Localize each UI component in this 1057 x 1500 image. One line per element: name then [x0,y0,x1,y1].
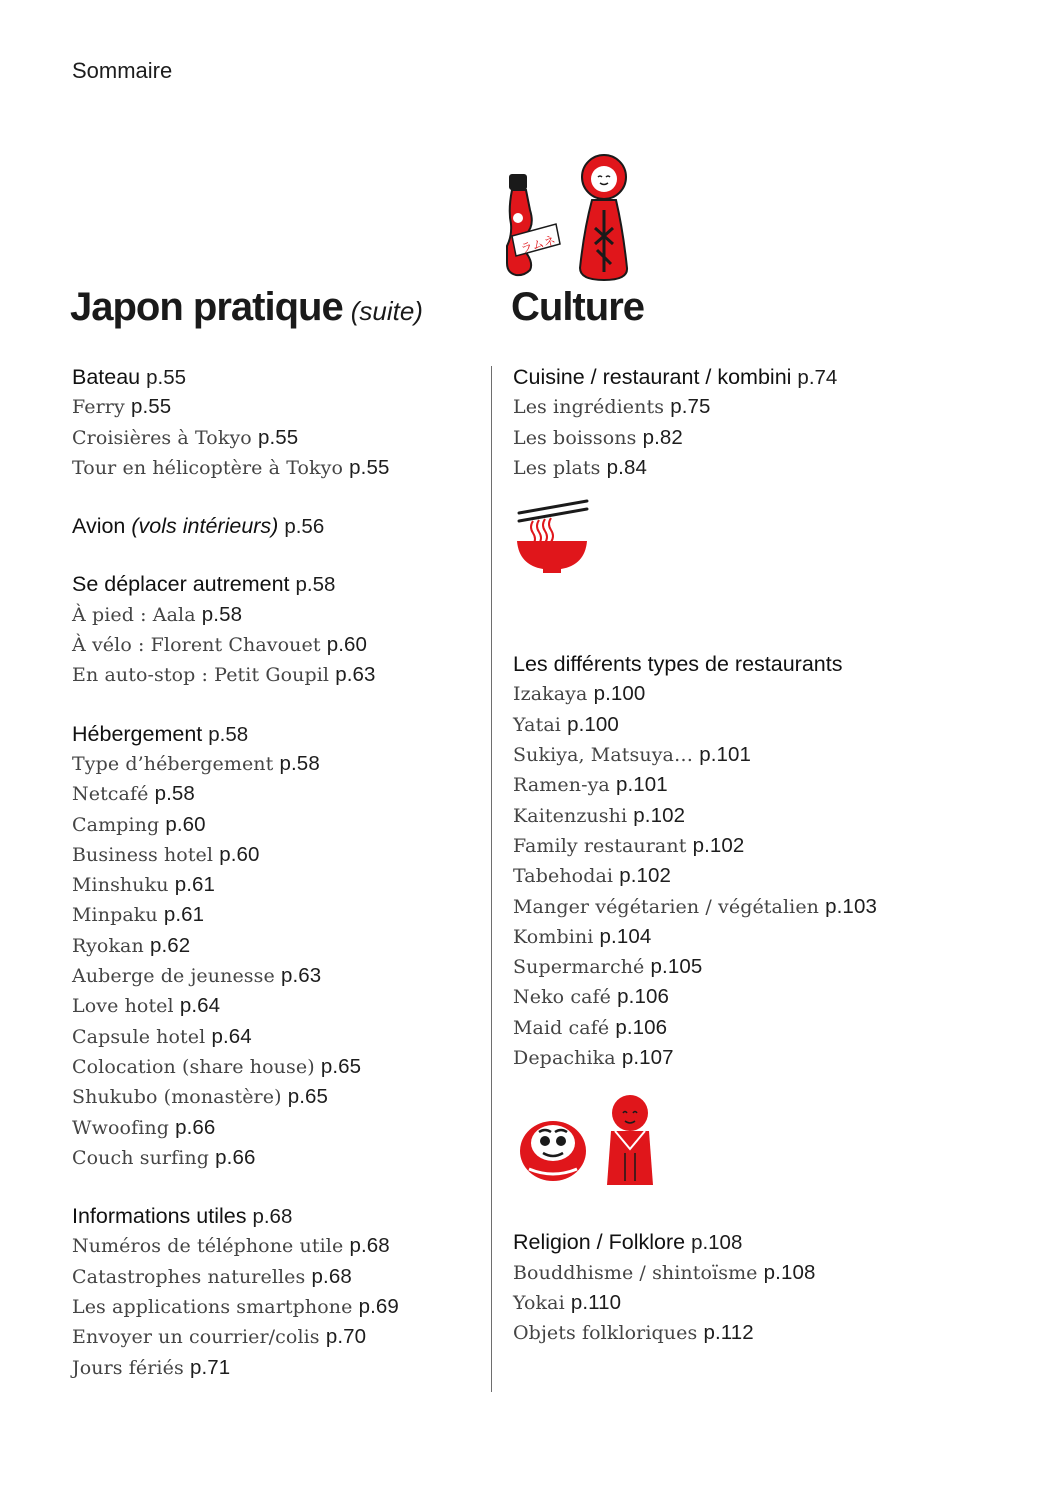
running-title: Sommaire [72,58,173,83]
toc-entry[interactable]: Ryokan p.62 [72,933,191,957]
toc-section-informations [72,1201,470,1383]
toc-heading[interactable]: Hébergement p.58 [72,721,249,746]
toc-entry[interactable]: Envoyer un courrier/colis p.70 [72,1325,367,1349]
toc-entry[interactable]: Type d’hébergement p.58 [72,751,320,775]
toc-heading[interactable]: Bateau p.55 [72,365,187,389]
ramen-illustration-slot [511,511,931,649]
toc-entry[interactable]: Capsule hotel p.64 [72,1024,252,1048]
toc-heading[interactable]: Les différents types de restaurants [513,652,843,677]
toc-entry[interactable]: Wwoofing p.66 [72,1115,216,1139]
toc-entry[interactable]: Family restaurant p.102 [513,833,745,857]
daruma-illustration-slot [511,1101,931,1227]
right-column [511,282,931,1377]
toc-entry[interactable]: Kaitenzushi p.102 [513,803,686,827]
toc-entry[interactable]: Les applications smartphone p.69 [72,1295,399,1319]
toc-section-bateau [72,362,470,483]
kokeshi-doll-icon [580,155,627,280]
toc-entry[interactable]: À pied : Aala p.58 [72,602,243,626]
toc-section-hebergement [72,719,470,1173]
daruma-doll-icon [520,1121,586,1181]
ramune-bottle-icon [507,174,560,275]
toc-entry[interactable]: À vélo : Florent Chavouet p.60 [72,633,368,657]
toc-entry[interactable]: Bouddhisme / shintoïsme p.108 [513,1260,816,1284]
toc-entry[interactable]: Depachika p.107 [513,1046,674,1070]
toc-entry[interactable]: Business hotel p.60 [72,842,260,866]
toc-entry[interactable]: Ferry p.55 [72,395,172,419]
toc-entry[interactable]: Shukubo (monastère) p.65 [72,1085,329,1109]
toc-entry[interactable]: Netcafé p.58 [72,782,195,806]
toc-entry[interactable]: Yatai p.100 [513,712,619,736]
column-divider [491,366,492,1392]
toc-entry[interactable]: Colocation (share house) p.65 [72,1054,362,1078]
toc-entry[interactable]: En auto-stop : Petit Goupil p.63 [72,663,376,687]
jizo-statue-icon [607,1095,653,1185]
toc-entry[interactable]: Sukiya, Matsuya… p.101 [513,743,752,767]
toc-entry[interactable]: Croisières à Tokyo p.55 [72,425,299,449]
toc-heading[interactable]: Informations utiles p.68 [72,1204,293,1229]
toc-entry[interactable]: Supermarché p.105 [513,955,703,979]
toc-heading[interactable]: Se déplacer autrement p.58 [72,572,336,597]
toc-entry[interactable]: Couch surfing p.66 [72,1145,256,1169]
toc-entry[interactable]: Auberge de jeunesse p.63 [72,964,322,988]
left-column [70,282,470,1411]
toc-section-restaurants [513,649,931,1073]
toc-entry[interactable]: Objets folkloriques p.112 [513,1321,754,1345]
toc-entry[interactable]: Love hotel p.64 [72,994,221,1018]
section-title: Japon pratique (suite) [70,285,423,329]
toc-entry[interactable]: Minpaku p.61 [72,903,205,927]
toc-entry[interactable]: Tabehodai p.102 [513,864,672,888]
toc-entry[interactable]: Izakaya p.100 [513,682,646,706]
toc-entry[interactable]: Kombini p.104 [513,924,652,948]
toc-entry[interactable]: Les plats p.84 [513,455,647,479]
ramen-bowl-icon [513,499,593,579]
toc-entry[interactable]: Jours fériés p.71 [72,1355,231,1379]
toc-entry[interactable]: Les ingrédients p.75 [513,395,711,419]
toc-entry[interactable]: Neko café p.106 [513,985,669,1009]
section-title: Culture [511,285,644,329]
toc-entry[interactable]: Minshuku p.61 [72,873,215,897]
daruma-jizo-icon [515,1091,675,1191]
toc-entry[interactable]: Yokai p.110 [513,1290,622,1314]
toc-heading[interactable]: Religion / Folklore p.108 [513,1230,743,1255]
toc-entry[interactable]: Numéros de téléphone utile p.68 [72,1234,390,1258]
toc-section-deplacer [72,569,470,690]
toc-entry[interactable]: Camping p.60 [72,812,206,836]
toc-heading[interactable]: Avion (vols intérieurs) p.56 [72,514,325,539]
ramune-kokeshi-illustration [500,148,650,283]
toc-section-cuisine [513,362,931,483]
toc-entry[interactable]: Manger végétarien / végétalien p.103 [513,894,877,918]
toc-entry[interactable]: Tour en hélicoptère à Tokyo p.55 [72,455,390,479]
toc-section-religion [513,1227,931,1348]
toc-entry[interactable]: Les boissons p.82 [513,425,683,449]
toc-heading[interactable]: Cuisine / restaurant / kombini p.74 [513,365,838,389]
toc-entry[interactable]: Maid café p.106 [513,1015,668,1039]
section-subtitle: (suite) [350,296,423,326]
toc-entry[interactable]: Catastrophes naturelles p.68 [72,1264,352,1288]
svg-text:ラムネ: ラムネ [518,233,558,256]
toc-entry[interactable]: Ramen-ya p.101 [513,773,668,797]
toc-section-avion [72,511,470,541]
